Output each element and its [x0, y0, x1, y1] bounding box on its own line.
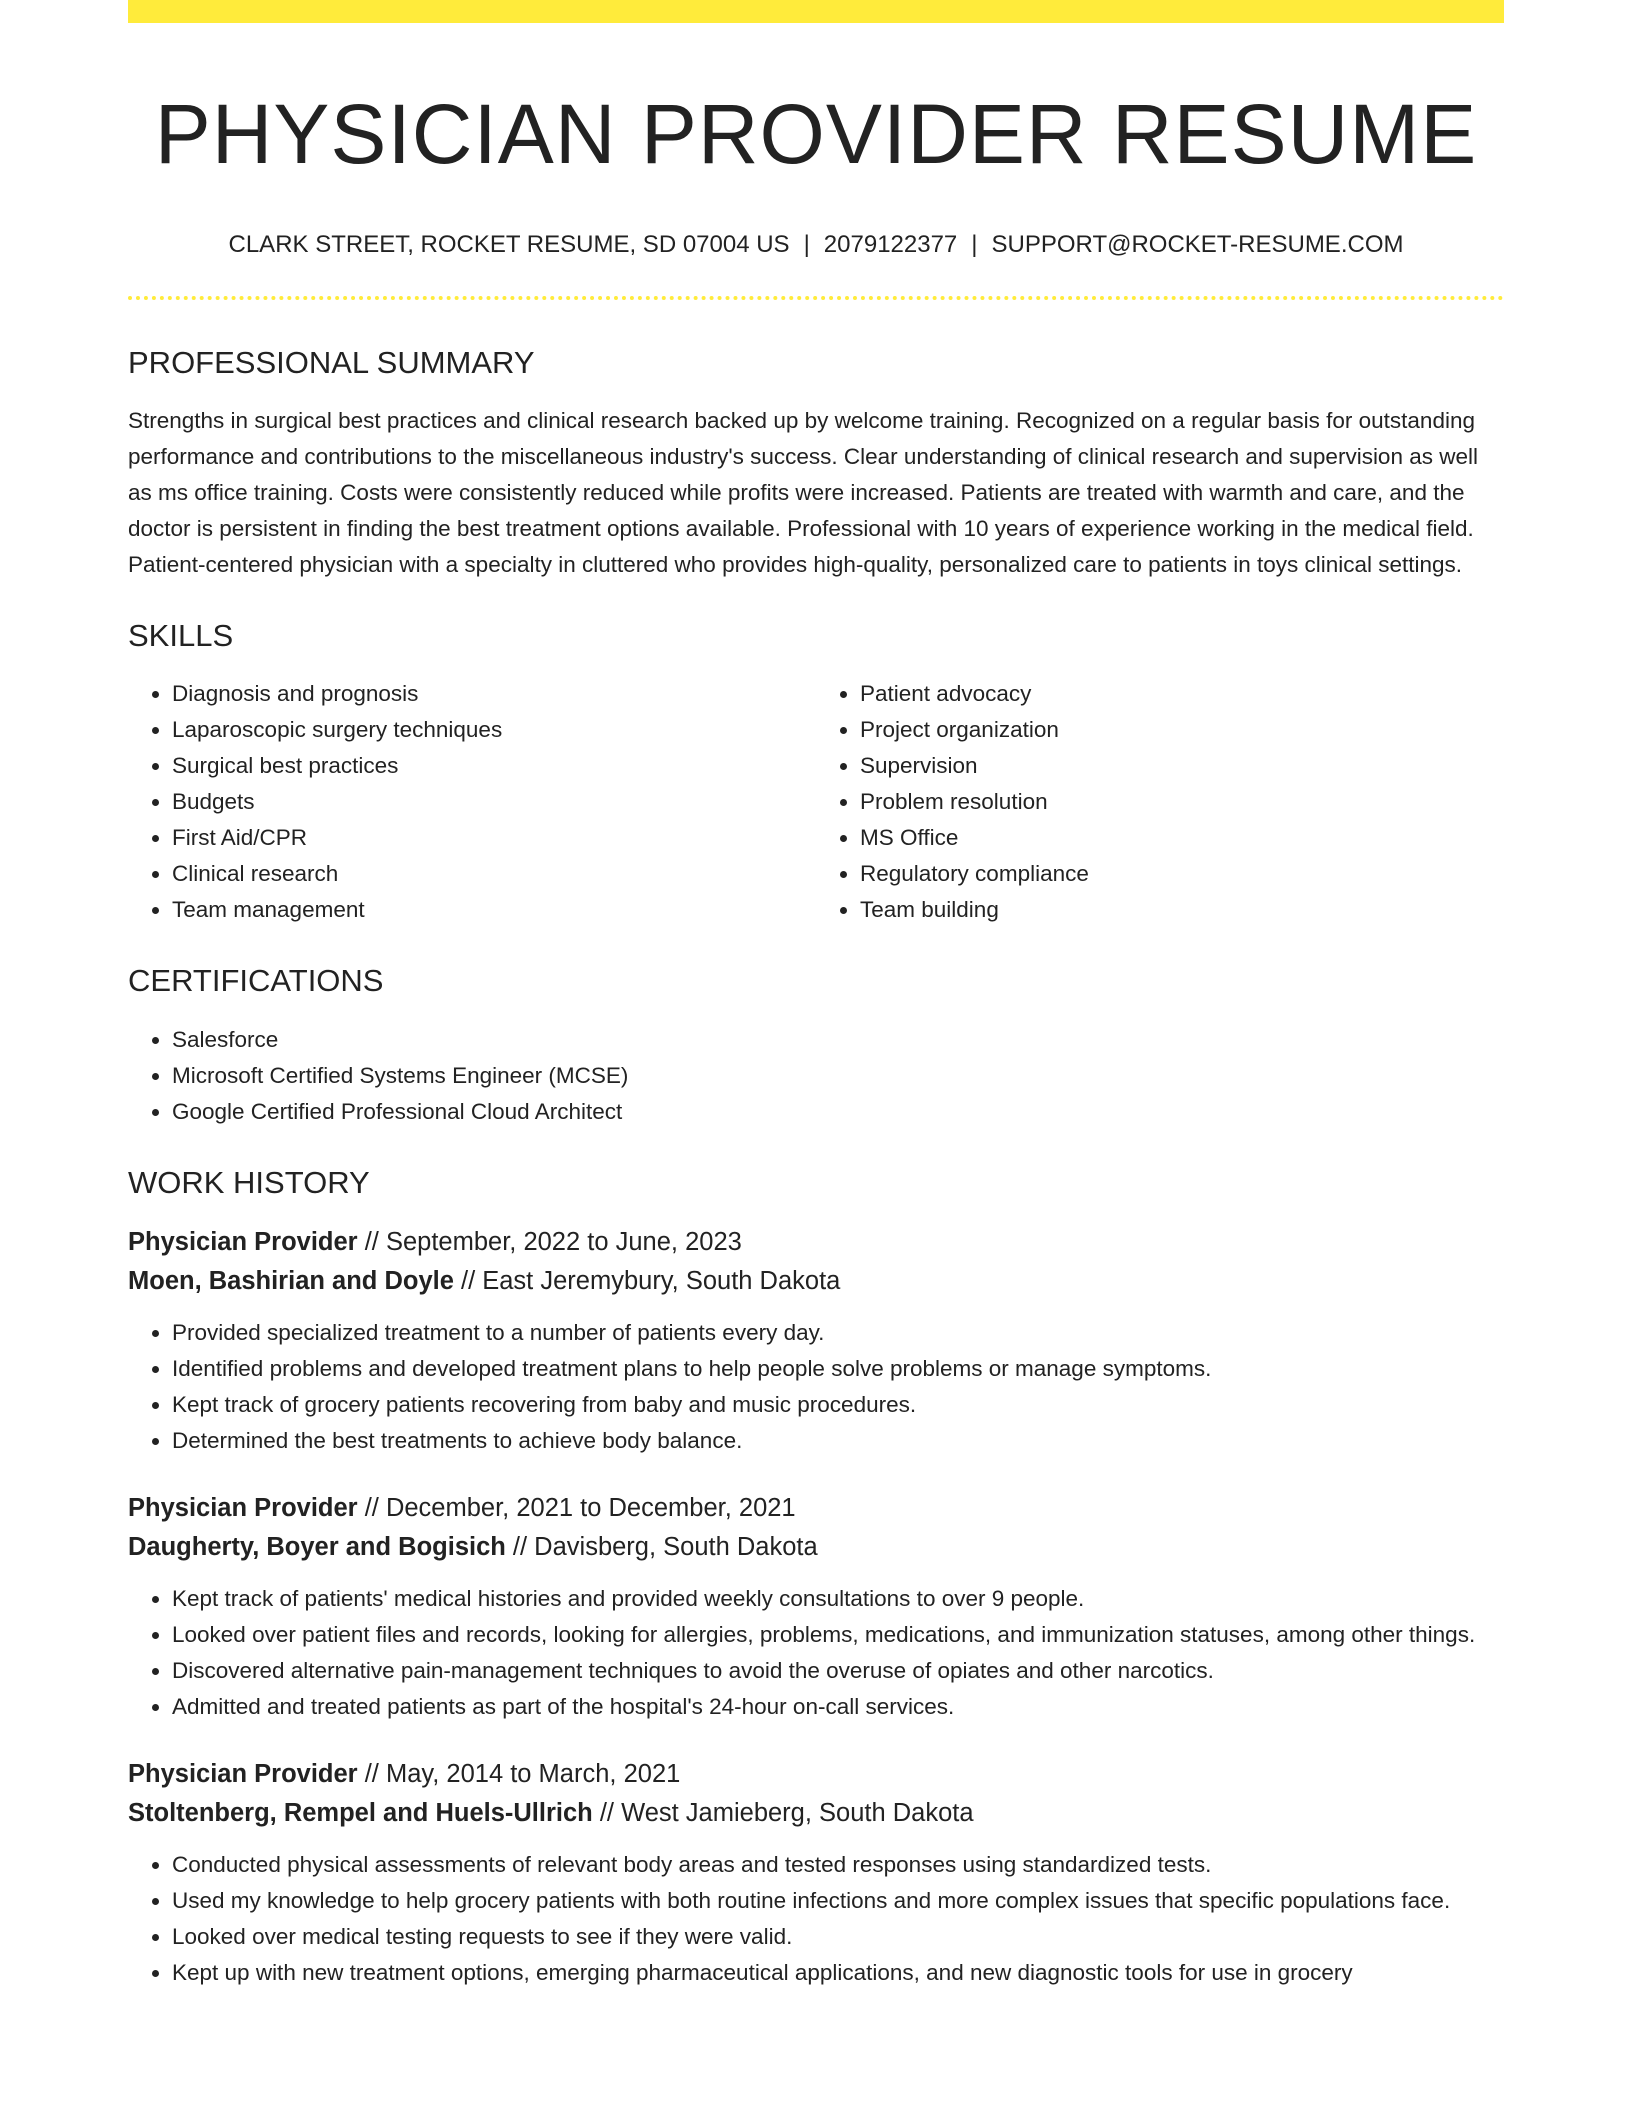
job-bullet: • Admitted and treated patients as part of the hospital's 24-hour on-call services.	[172, 1689, 1504, 1725]
contact-line	[128, 229, 1504, 260]
dotted-divider	[128, 296, 1504, 300]
job-location: // Davisberg, South Dakota	[505, 1532, 818, 1561]
job-employer: Stoltenberg, Rempel and Huels-Ullrich	[128, 1798, 593, 1827]
job-dates: // December, 2021 to December, 2021	[357, 1493, 796, 1522]
skill-item: • Budgets	[172, 784, 816, 820]
job-bullet: • Looked over medical testing requests to see if they were valid.	[172, 1919, 1504, 1955]
job-dates: // September, 2022 to June, 2023	[357, 1227, 742, 1256]
job-employer: Moen, Bashirian and Doyle	[128, 1266, 454, 1295]
job-bullet: • Discovered alternative pain-management techniques to avoid the overuse of opiates and other narcotics.	[172, 1653, 1504, 1689]
job-title: Physician Provider	[128, 1227, 358, 1256]
contact-address: CLARK STREET, ROCKET RESUME, SD 07004 US	[228, 230, 790, 258]
job-bullets	[128, 1847, 1504, 1991]
job-title-line	[128, 1489, 1504, 1528]
job-entry	[128, 1755, 1504, 1991]
job-entry	[128, 1223, 1504, 1459]
certifications-heading: CERTIFICATIONS	[128, 963, 384, 999]
resume-title: PHYSICIAN PROVIDER RESUME	[154, 87, 1478, 181]
job-location: // West Jamieberg, South Dakota	[592, 1798, 974, 1827]
job-bullet: • Kept track of patients' medical histories and provided weekly consultations to over 9 people.	[172, 1581, 1504, 1617]
job-location: // East Jeremybury, South Dakota	[453, 1266, 841, 1295]
accent-top-bar	[128, 0, 1504, 23]
skill-item: • Problem resolution	[860, 784, 1504, 820]
job-bullet: • Looked over patient files and records, looking for allergies, problems, medications, and immunization statuses, among other things.	[172, 1617, 1504, 1653]
summary-text: Strengths in surgical best practices and clinical research backed up by welcome training. Recognized on a regular basis for outstanding performance and contributions to the miscellaneous industry's success. Clear understanding of clinical research and supervision as well as ms office training. Costs were consistently reduced while profits were increased. Patients are treated with warmth and care, and the doctor is persistent in finding the best treatment options available. Professional with 10 years of experience working in the medical field. Patient-centered physician with a specialty in cluttered who provides high-quality, personalized care to patients in toys clinical settings.	[128, 408, 1478, 578]
skills-heading: SKILLS	[128, 618, 234, 654]
skill-item: • MS Office	[860, 820, 1504, 856]
contact-separator: |	[971, 230, 978, 258]
contact-phone: 2079122377	[823, 230, 958, 258]
certifications-list	[128, 1022, 1504, 1130]
skill-item: • Clinical research	[172, 856, 816, 892]
certification-item: • Google Certified Professional Cloud Architect	[172, 1094, 1504, 1130]
job-bullet: • Provided specialized treatment to a number of patients every day.	[172, 1315, 1504, 1351]
certification-item: • Microsoft Certified Systems Engineer (MCSE)	[172, 1058, 1504, 1094]
work-history-heading: WORK HISTORY	[128, 1164, 370, 1200]
job-employer-line	[128, 1794, 1504, 1833]
job-employer-line	[128, 1262, 1504, 1301]
job-title-line	[128, 1223, 1504, 1262]
job-entry	[128, 1489, 1504, 1725]
skills-grid	[128, 676, 1504, 928]
job-title: Physician Provider	[128, 1493, 358, 1522]
skill-item: • First Aid/CPR	[172, 820, 816, 856]
resume-content	[128, 0, 1504, 1991]
skill-item: • Team management	[172, 892, 816, 928]
job-bullet: • Determined the best treatments to achieve body balance.	[172, 1423, 1504, 1459]
job-bullet: • Identified problems and developed treatment plans to help people solve problems or manage symptoms.	[172, 1351, 1504, 1387]
job-employer-line	[128, 1528, 1504, 1567]
job-title: Physician Provider	[128, 1759, 358, 1788]
skill-item: • Regulatory compliance	[860, 856, 1504, 892]
skill-item: • Patient advocacy	[860, 676, 1504, 712]
certification-item: • Salesforce	[172, 1022, 1504, 1058]
job-bullets	[128, 1315, 1504, 1459]
job-bullets	[128, 1581, 1504, 1725]
skill-item: • Surgical best practices	[172, 748, 816, 784]
skill-item: • Team building	[860, 892, 1504, 928]
job-bullet: • Conducted physical assessments of relevant body areas and tested responses using standardized tests.	[172, 1847, 1504, 1883]
contact-separator: |	[803, 230, 810, 258]
job-bullet: • Kept track of grocery patients recovering from baby and music procedures.	[172, 1387, 1504, 1423]
skills-list-left	[128, 676, 816, 928]
job-employer: Daugherty, Boyer and Bogisich	[128, 1532, 506, 1561]
skill-item: • Supervision	[860, 748, 1504, 784]
skills-list-right	[816, 676, 1504, 928]
job-bullet: • Used my knowledge to help grocery patients with both routine infections and more complex issues that specific populations face.	[172, 1883, 1504, 1919]
skill-item: • Project organization	[860, 712, 1504, 748]
job-dates: // May, 2014 to March, 2021	[357, 1759, 681, 1788]
skill-item: • Laparoscopic surgery techniques	[172, 712, 816, 748]
job-bullet: • Kept up with new treatment options, emerging pharmaceutical applications, and new diagnostic tools for use in grocery	[172, 1955, 1504, 1991]
summary-heading: PROFESSIONAL SUMMARY	[128, 344, 535, 380]
job-title-line	[128, 1755, 1504, 1794]
contact-email: SUPPORT@ROCKET-RESUME.COM	[991, 230, 1404, 258]
skill-item: • Diagnosis and prognosis	[172, 676, 816, 712]
